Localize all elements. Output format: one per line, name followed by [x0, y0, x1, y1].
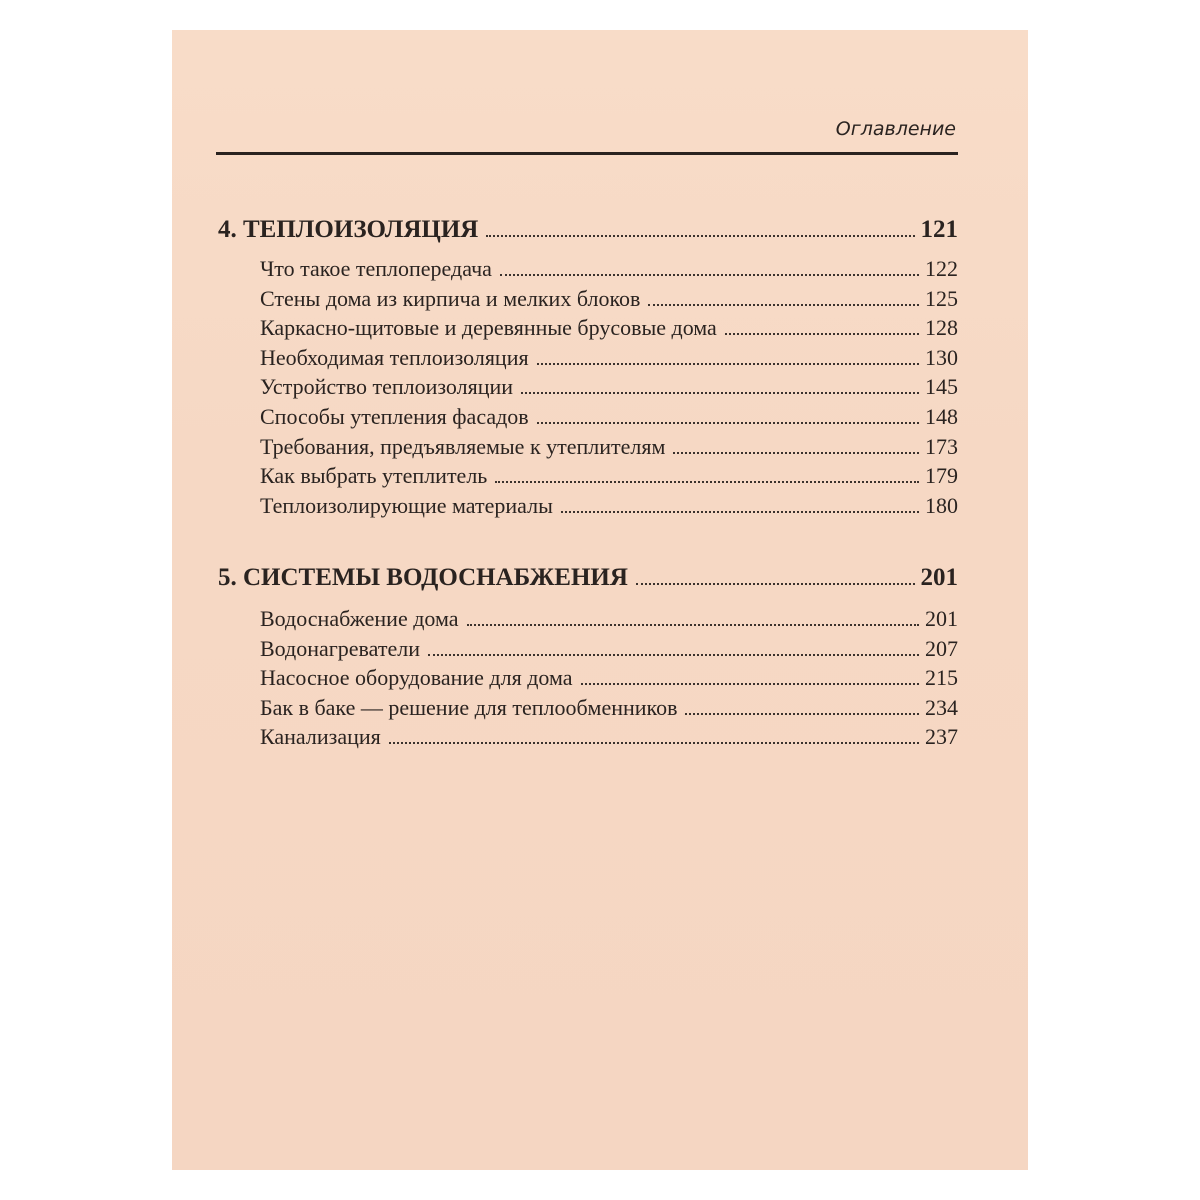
- dot-leader: [428, 640, 919, 656]
- dot-leader: [581, 670, 919, 686]
- toc-entry[interactable]: [218, 604, 958, 634]
- entry-title: Бак в баке — решение для теплообменников: [260, 694, 678, 720]
- dot-leader: [537, 349, 919, 365]
- dot-leader: [467, 610, 919, 626]
- entry-title: Требования, предъявляемые к утеплителям: [260, 433, 666, 459]
- entry-page: 234: [925, 694, 958, 720]
- entry-page: 122: [925, 256, 958, 281]
- toc-entry[interactable]: [218, 343, 958, 373]
- dot-leader: [495, 468, 919, 484]
- entry-page: 179: [925, 463, 958, 489]
- toc-entry[interactable]: [218, 313, 958, 343]
- entry-title: Необходимая теплоизоляция: [260, 344, 529, 370]
- toc-entry[interactable]: [218, 491, 958, 521]
- entry-title: Стены дома из кирпича и мелких блоков: [260, 285, 641, 311]
- entry-page: 148: [925, 403, 958, 429]
- entry-page: 173: [925, 433, 958, 459]
- dot-leader: [673, 438, 919, 454]
- dot-leader: [537, 408, 919, 424]
- running-head: Оглавление: [835, 118, 956, 140]
- chapter-heading[interactable]: [218, 562, 958, 594]
- chapter-heading[interactable]: [218, 214, 958, 246]
- entry-title: Водонагреватели: [260, 635, 420, 661]
- entry-page: 145: [925, 374, 958, 400]
- dot-leader: [725, 320, 919, 336]
- dot-leader: [648, 290, 919, 306]
- toc-entry[interactable]: [218, 402, 958, 432]
- entry-page: 237: [925, 724, 958, 750]
- entry-page: 130: [925, 344, 958, 370]
- entry-page: 207: [925, 635, 958, 661]
- dot-leader: [561, 497, 919, 513]
- dot-leader: [521, 379, 919, 395]
- chapter-page: 121: [920, 216, 958, 243]
- entry-page: 125: [925, 285, 958, 311]
- entry-page: 128: [925, 315, 958, 341]
- toc-entry[interactable]: [218, 254, 958, 284]
- entry-title: Канализация: [260, 724, 381, 750]
- toc-entry[interactable]: [218, 461, 958, 491]
- chapter-page: 201: [920, 564, 958, 591]
- dot-leader: [636, 568, 915, 586]
- entry-page: 201: [925, 606, 958, 631]
- entry-title: Способы утепления фасадов: [260, 403, 529, 429]
- toc-entry[interactable]: [218, 284, 958, 314]
- book-page: [172, 30, 1028, 1170]
- toc-chapter-4: [218, 214, 958, 520]
- entry-page: 215: [925, 665, 958, 691]
- dot-leader: [389, 729, 919, 745]
- entry-title: Водоснабжение дома: [260, 606, 459, 631]
- toc-entry[interactable]: [218, 634, 958, 664]
- entry-title: Теплоизолирующие материалы: [260, 492, 553, 518]
- toc-chapter-5: [218, 562, 958, 752]
- toc-entry[interactable]: [218, 432, 958, 462]
- entry-title: Насосное оборудование для дома: [260, 665, 573, 691]
- dot-leader: [486, 220, 914, 238]
- entry-title: Как выбрать утеплитель: [260, 463, 488, 489]
- entry-page: 180: [925, 492, 958, 518]
- dot-leader: [685, 699, 919, 715]
- header-rule: [216, 152, 958, 155]
- entry-title: Устройство теплоизоляции: [260, 374, 514, 400]
- entry-title: Что такое теплопередача: [260, 256, 492, 281]
- dot-leader: [500, 260, 919, 276]
- toc-entry[interactable]: [218, 693, 958, 723]
- toc-entry[interactable]: [218, 722, 958, 752]
- toc-entry[interactable]: [218, 372, 958, 402]
- chapter-title: 4. ТЕПЛОИЗОЛЯЦИЯ: [218, 216, 479, 243]
- chapter-title: 5. СИСТЕМЫ ВОДОСНАБЖЕНИЯ: [218, 564, 628, 591]
- entry-title: Каркасно-щитовые и деревянные брусовые дома: [260, 315, 717, 341]
- toc-entry[interactable]: [218, 663, 958, 693]
